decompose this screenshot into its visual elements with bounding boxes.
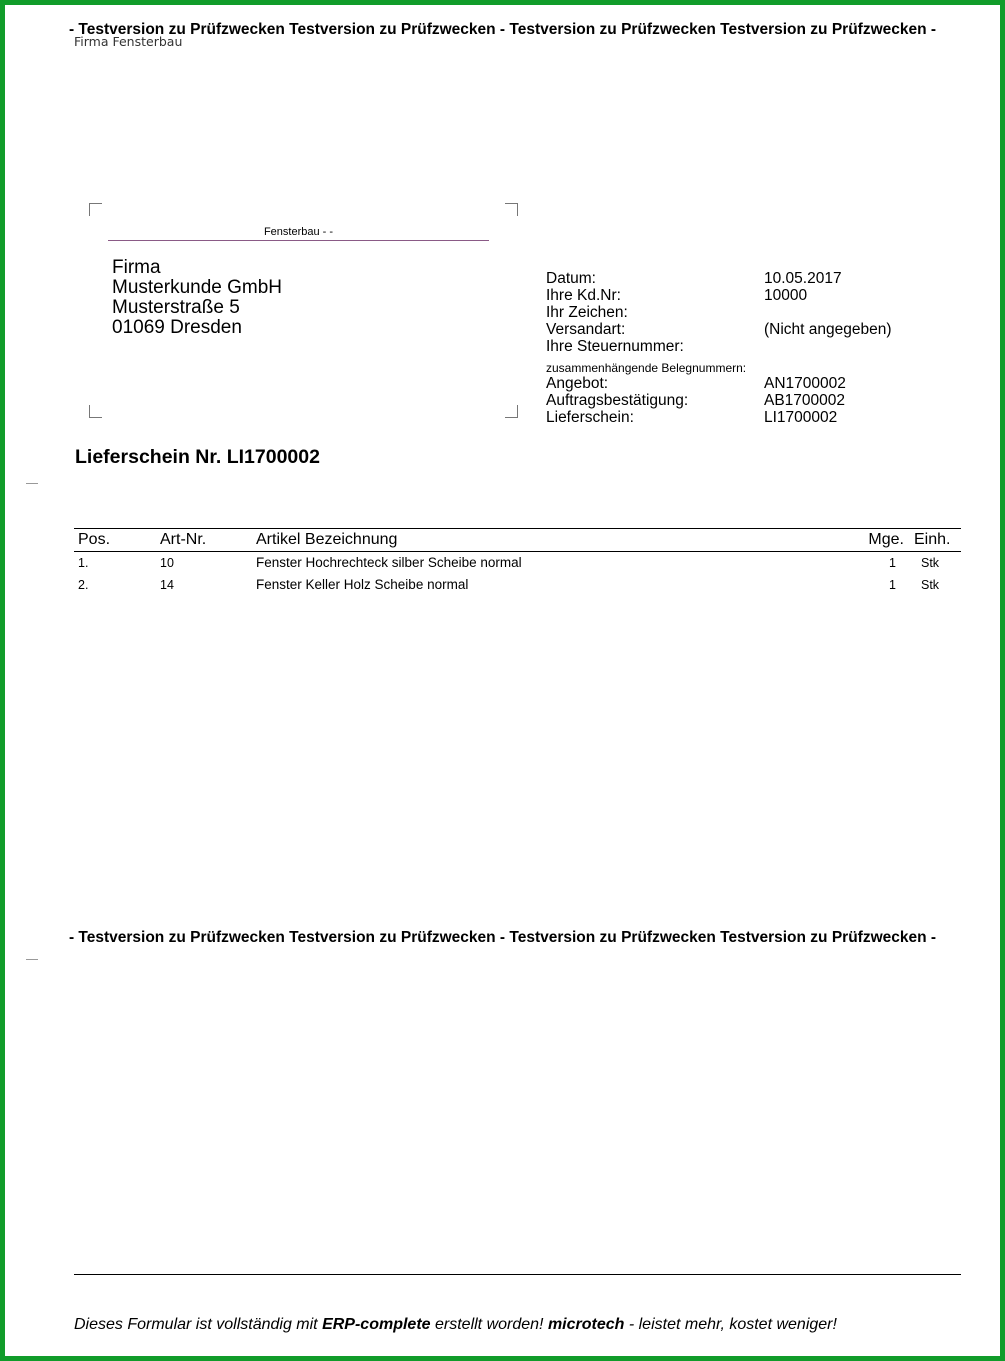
angebot-label: Angebot: <box>546 375 609 392</box>
header-pos: Pos. <box>78 531 111 548</box>
kdnr-value: 10000 <box>764 287 808 304</box>
row-art: 10 <box>160 556 174 570</box>
ab-value: AB1700002 <box>764 392 846 409</box>
row-desc: Fenster Keller Holz Scheibe normal <box>256 577 469 592</box>
zeichen-label: Ihr Zeichen: <box>546 304 628 321</box>
fold-mark-1 <box>26 483 38 484</box>
watermark-top: - Testversion zu Prüfzwecken Testversion zu Prüfzwecken - Testversion zu Prüfzwecken Testversion zu Prüfzwecken - <box>68 21 937 38</box>
row-unit: Stk <box>921 556 940 570</box>
footer-divider <box>74 1274 961 1275</box>
info-row-ab <box>546 392 966 409</box>
window-corner-bottom-right <box>505 405 518 418</box>
window-corner-top-right <box>505 203 518 216</box>
ls-label: Lieferschein: <box>546 409 634 426</box>
table-header <box>74 528 961 552</box>
row-pos: 1. <box>78 556 89 570</box>
header-qty: Mge. <box>868 531 904 548</box>
footer-brand-microtech: microtech <box>547 1316 625 1333</box>
steuer-label: Ihre Steuernummer: <box>546 338 684 355</box>
info-row-steuer <box>546 338 966 355</box>
recipient-address <box>112 258 282 338</box>
info-row-zeichen <box>546 304 966 321</box>
document-title: Lieferschein Nr. LI1700002 <box>75 446 320 468</box>
sender-line: Fensterbau - - <box>108 226 489 241</box>
datum-label: Datum: <box>546 270 596 287</box>
footer-part-1: Dieses Formular ist vollständig mit <box>74 1316 323 1333</box>
row-qty: 1 <box>889 556 896 570</box>
belegnummern-heading: zusammenhängende Belegnummern: <box>546 361 747 375</box>
footer-part-3: - leistet mehr, kostet weniger! <box>624 1316 837 1333</box>
company-header: Firma Fensterbau <box>74 34 183 49</box>
document-info <box>546 270 966 426</box>
recipient-line-1: Firma <box>112 257 161 278</box>
window-corner-top-left <box>89 203 102 216</box>
items-table <box>74 528 961 596</box>
watermark-bottom: - Testversion zu Prüfzwecken Testversion zu Prüfzwecken - Testversion zu Prüfzwecken Testversion zu Prüfzwecken - <box>68 929 937 946</box>
recipient-line-4: 01069 Dresden <box>112 317 242 338</box>
table-row <box>74 552 961 574</box>
header-desc: Artikel Bezeichnung <box>256 531 398 548</box>
info-row-versandart <box>546 321 966 338</box>
row-desc: Fenster Hochrechteck silber Scheibe normal <box>256 555 522 570</box>
ab-label: Auftragsbestätigung: <box>546 392 689 409</box>
row-pos: 2. <box>78 578 89 592</box>
row-art: 14 <box>160 578 174 592</box>
angebot-value: AN1700002 <box>764 375 846 392</box>
zeichen-value <box>764 304 966 321</box>
footer-text <box>74 1316 974 1334</box>
ls-value: LI1700002 <box>764 409 838 426</box>
recipient-line-3: Musterstraße 5 <box>112 297 240 318</box>
header-art: Art-Nr. <box>160 531 207 548</box>
info-row-lieferschein <box>546 409 966 426</box>
row-unit: Stk <box>921 578 940 592</box>
fold-mark-2 <box>26 959 38 960</box>
table-row <box>74 574 961 596</box>
footer-part-2: erstellt worden! <box>430 1316 548 1333</box>
header-unit: Einh. <box>914 531 951 548</box>
info-row-datum <box>546 270 966 287</box>
recipient-line-2: Musterkunde GmbH <box>112 277 283 298</box>
versandart-value: (Nicht angegeben) <box>764 321 892 338</box>
info-row-angebot <box>546 375 966 392</box>
kdnr-label: Ihre Kd.Nr: <box>546 287 621 304</box>
datum-value: 10.05.2017 <box>764 270 842 287</box>
info-row-kdnr <box>546 287 966 304</box>
footer-brand-erp: ERP-complete <box>322 1316 431 1333</box>
window-corner-bottom-left <box>89 405 102 418</box>
row-qty: 1 <box>889 578 896 592</box>
versandart-label: Versandart: <box>546 321 626 338</box>
